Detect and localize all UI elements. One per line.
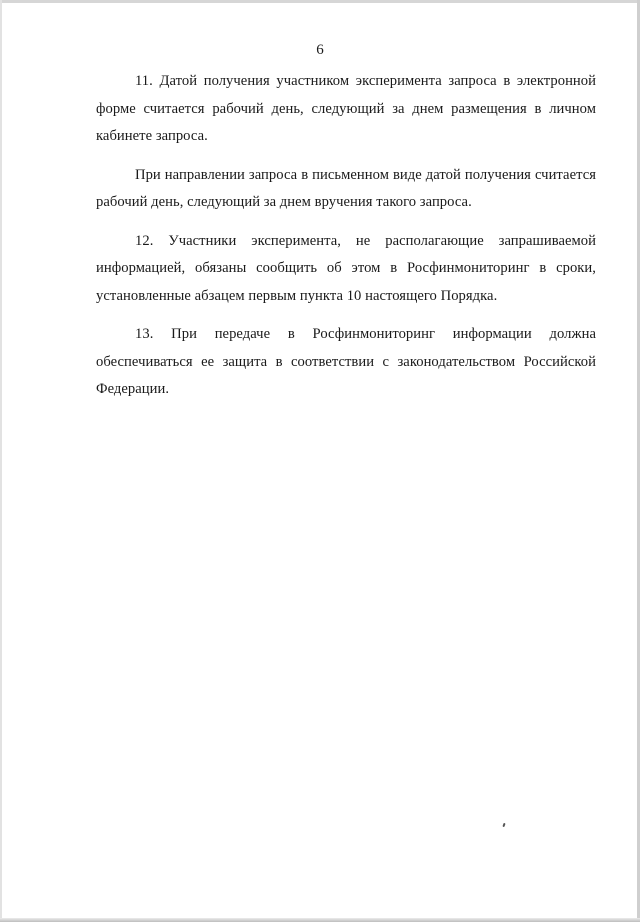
paragraph-13: 13. При передаче в Росфинмониторинг информации должна обеспечиваться ее защита в соответствии с законодательством Российской Федерации. xyxy=(96,326,596,397)
paragraph-11: 11. Датой получения участником эксперимента запроса в электронной форме считается рабочий день, следующий за днем размещения в личном кабинете запроса. xyxy=(96,73,596,144)
scan-edge-top xyxy=(0,0,640,3)
scan-edge-bottom xyxy=(0,918,640,922)
paragraph-12: 12. Участники эксперимента, не располагающие запрашиваемой информацией, обязаны сообщить об этом в Росфинмониторинг в сроки, установленные абзацем первым пункта 10 настоящего Порядка. xyxy=(96,232,596,304)
document-body xyxy=(96,68,596,415)
scan-speck xyxy=(502,823,505,827)
page-number: 6 xyxy=(316,42,324,58)
paragraph-11-continued: При направлении запроса в письменном виде датой получения считается рабочий день, следующий за днем вручения такого запроса. xyxy=(96,166,596,210)
scan-edge-left xyxy=(0,0,2,922)
